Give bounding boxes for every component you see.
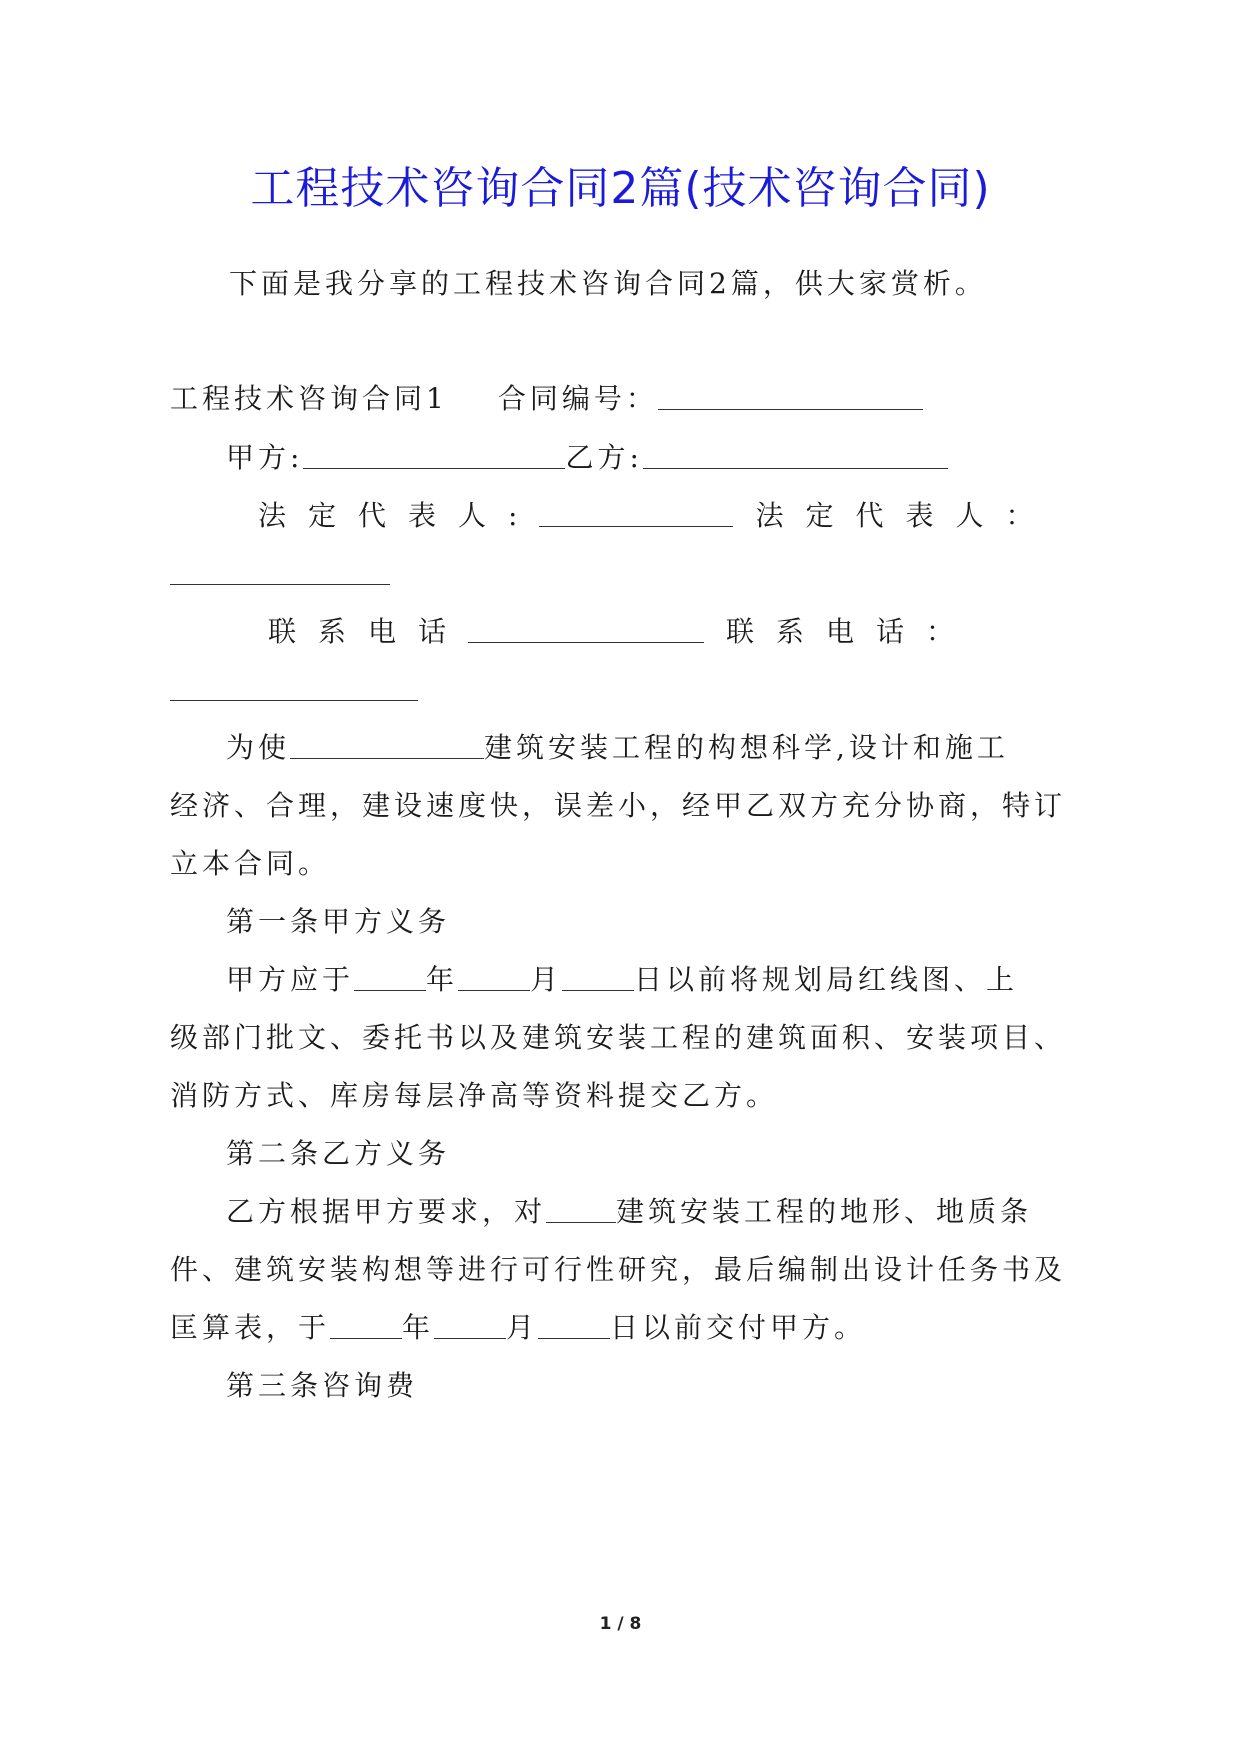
contract-name: 工程技术咨询合同1 [170,382,448,415]
art1-month-field[interactable] [458,964,530,991]
purpose-post: 建筑安装工程的构想科学,设计和施工 [484,731,1009,764]
art2-l3-rest: 日以前交付甲方。 [610,1311,867,1344]
phone-label-b: 联系电话： [726,615,977,648]
art2-pre: 乙方根据甲方要求，对 [226,1195,547,1228]
rep-line [258,498,1055,534]
art1-day-field[interactable] [562,964,634,991]
phone-a-field[interactable] [468,616,704,643]
phone-label-a: 联系电话 [268,615,469,648]
rep-label-a: 法定代表人: [258,499,540,532]
parties-line [226,440,948,476]
art2-rest: 建筑安装工程的地形、地质条 [616,1195,1033,1228]
article-1-line-1 [226,962,1018,998]
party-a-label: 甲方: [226,441,304,474]
art2-day-field[interactable] [538,1312,610,1339]
party-b-label: 乙方: [565,441,643,474]
purpose-line-3: 立本合同。 [170,847,331,880]
purpose-line-1 [226,730,1009,766]
art1-year-label: 年 [426,963,459,996]
art2-l3-pre: 匡算表，于 [170,1311,331,1344]
party-b-field[interactable] [643,442,948,469]
art2-project-field[interactable] [546,1196,616,1223]
phone-line [268,614,976,650]
article-1-heading: 第一条甲方义务 [226,905,451,938]
article-2-line-3 [170,1310,866,1346]
purpose-pre: 为使 [226,731,291,764]
art1-month-label: 月 [530,963,563,996]
purpose-line-2: 经济、合理，建设速度快，误差小，经甲乙双方充分协商，特订 [170,789,1067,822]
article-2-heading: 第二条乙方义务 [226,1137,451,1170]
rep-label-b: 法定代表人： [755,499,1056,532]
article-3-heading: 第三条咨询费 [226,1369,419,1402]
art2-month-field[interactable] [434,1312,506,1339]
article-2-line-1 [226,1194,1032,1230]
art2-month-label: 月 [506,1311,539,1344]
rep-b-field[interactable] [170,558,390,585]
rep-b-field-line [170,556,390,592]
page-number: 1 / 8 [599,1614,642,1634]
intro-paragraph: 下面是我分享的工程技术咨询合同2篇，供大家赏析。 [229,267,987,300]
art1-rest: 日以前将规划局红线图、上 [634,963,1019,996]
phone-b-field[interactable] [170,674,418,701]
contract-header-line [170,381,923,417]
document-title: 工程技术咨询合同2篇(技术咨询合同) [250,163,991,214]
article-1-line-3: 消防方式、库房每层净高等资料提交乙方。 [170,1079,779,1112]
article-1-line-2: 级部门批文、委托书以及建筑安装工程的建筑面积、安装项目、 [170,1021,1067,1054]
project-name-field[interactable] [290,732,484,759]
art2-year-label: 年 [402,1311,435,1344]
phone-b-field-line [170,672,418,708]
rep-a-field[interactable] [539,500,733,527]
party-a-field[interactable] [303,442,565,469]
art2-year-field[interactable] [330,1312,402,1339]
article-2-line-2: 件、建筑安装构想等进行可行性研究，最后编制出设计任务书及 [170,1253,1067,1286]
art1-year-field[interactable] [354,964,426,991]
contract-no-field[interactable] [658,383,923,410]
art1-pre: 甲方应于 [226,963,355,996]
contract-no-label: 合同编号： [497,382,658,415]
